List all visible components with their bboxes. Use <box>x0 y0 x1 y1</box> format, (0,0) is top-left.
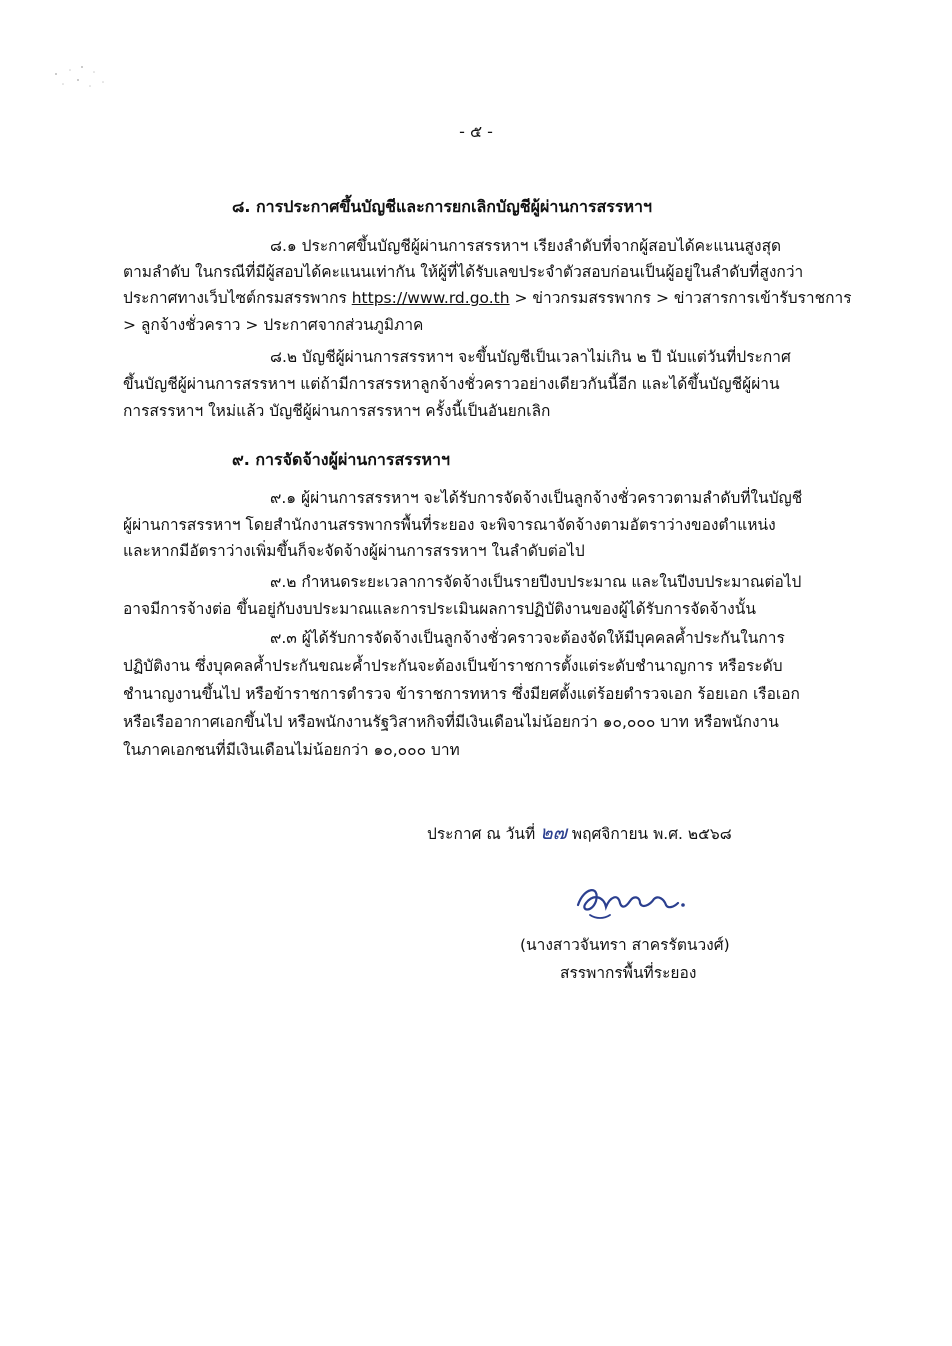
section-9-1-line-2: ผู้ผ่านการสรรหาฯ โดยสำนักงานสรรพากรพื้นที่ระยอง จะพิจารณาจัดจ้างตามอัตราว่างของตำแหน่ง <box>123 516 776 534</box>
signer-title: สรรพากรพื้นที่ระยอง <box>560 964 697 982</box>
handwritten-day: ๒๗ <box>540 822 567 844</box>
section-9-3-line-4: หรือเรืออากาศเอกขึ้นไป หรือพนักงานรัฐวิสาหกิจที่มีเงินเดือนไม่น้อยกว่า ๑๐,๐๐๐ บาท หรือพนักงาน <box>123 713 779 731</box>
section-9-1-line-3: และหากมีอัตราว่างเพิ่มขึ้นก็จะจัดจ้างผู้ผ่านการสรรหาฯ ในลำดับต่อไป <box>123 542 585 560</box>
section-8-1-line-3-suffix: > ข่าวกรมสรรพากร > ข่าวสารการเข้ารับราชการ <box>509 289 852 307</box>
section-8-1-line-4: > ลูกจ้างชั่วคราว > ประกาศจากส่วนภูมิภาค <box>123 316 424 334</box>
section-8-2-line-1: ๘.๒ บัญชีผู้ผ่านการสรรหาฯ จะขึ้นบัญชีเป็นเวลาไม่เกิน ๒ ปี นับแต่วันที่ประกาศ <box>270 348 791 366</box>
scan-speckle-mark <box>48 60 118 100</box>
section-9-heading: ๙. การจัดจ้างผู้ผ่านการสรรหาฯ <box>232 450 450 469</box>
handwritten-signature <box>570 875 690 925</box>
section-8-2-line-2: ขึ้นบัญชีผู้ผ่านการสรรหาฯ แต่ถ้ามีการสรรหาลูกจ้างชั่วคราวอย่างเดียวกันนี้อีก และได้ขึ้นบัญชีผู้ผ่าน <box>123 375 780 393</box>
announcement-date <box>427 818 732 848</box>
section-9-2-line-2: อาจมีการจ้างต่อ ขึ้นอยู่กับงบประมาณและการประเมินผลการปฏิบัติงานของผู้ได้รับการจัดจ้างนั้น <box>123 600 756 618</box>
announcement-date-suffix: พฤศจิกายน พ.ศ. ๒๕๖๘ <box>566 825 732 843</box>
page-number: - ๕ - <box>459 122 493 141</box>
section-9-2-line-1: ๙.๒ กำหนดระยะเวลาการจัดจ้างเป็นรายปีงบประมาณ และในปีงบประมาณต่อไป <box>270 573 802 591</box>
announcement-date-prefix: ประกาศ ณ วันที่ <box>427 825 541 843</box>
section-9-3-line-3: ชำนาญงานขึ้นไป หรือข้าราชการตำรวจ ข้าราชการทหาร ซึ่งมียศตั้งแต่ร้อยตำรวจเอก ร้อยเอก เรือเอก <box>123 685 800 703</box>
section-8-heading: ๘. การประกาศขึ้นบัญชีและการยกเลิกบัญชีผู้ผ่านการสรรหาฯ <box>232 197 653 216</box>
section-8-2-line-3: การสรรหาฯ ใหม่แล้ว บัญชีผู้ผ่านการสรรหาฯ ครั้งนี้เป็นอันยกเลิก <box>123 402 551 420</box>
section-9-3-line-5: ในภาคเอกชนที่มีเงินเดือนไม่น้อยกว่า ๑๐,๐๐๐ บาท <box>123 741 460 759</box>
signer-name: (นางสาวจันทรา สาครรัตนวงศ์) <box>520 936 730 954</box>
section-8-1-line-2: ตามลำดับ ในกรณีที่มีผู้สอบได้คะแนนเท่ากัน ให้ผู้ที่ได้รับเลขประจำตัวสอบก่อนเป็นผู้อยู่ในลำดับที่สูงกว่า <box>123 263 804 281</box>
section-9-3-line-2: ปฏิบัติงาน ซึ่งบุคคลค้ำประกันขณะค้ำประกันจะต้องเป็นข้าราชการตั้งแต่ระดับชำนาญการ หรือระดับ <box>123 657 783 675</box>
section-8-1-line-3-prefix: ประกาศทางเว็บไซต์กรมสรรพากร <box>123 289 352 307</box>
section-8-1-line-3 <box>123 285 852 311</box>
section-8-1-line-1: ๘.๑ ประกาศขึ้นบัญชีผู้ผ่านการสรรหาฯ เรียงลำดับที่จากผู้สอบได้คะแนนสูงสุด <box>270 237 782 255</box>
rd-website-link[interactable]: https://www.rd.go.th <box>351 289 510 307</box>
section-9-3-line-1: ๙.๓ ผู้ได้รับการจัดจ้างเป็นลูกจ้างชั่วคราวจะต้องจัดให้มีบุคคลค้ำประกันในการ <box>270 629 785 647</box>
section-9-1-line-1: ๙.๑ ผู้ผ่านการสรรหาฯ จะได้รับการจัดจ้างเป็นลูกจ้างชั่วคราวตามลำดับที่ในบัญชี <box>270 489 803 507</box>
